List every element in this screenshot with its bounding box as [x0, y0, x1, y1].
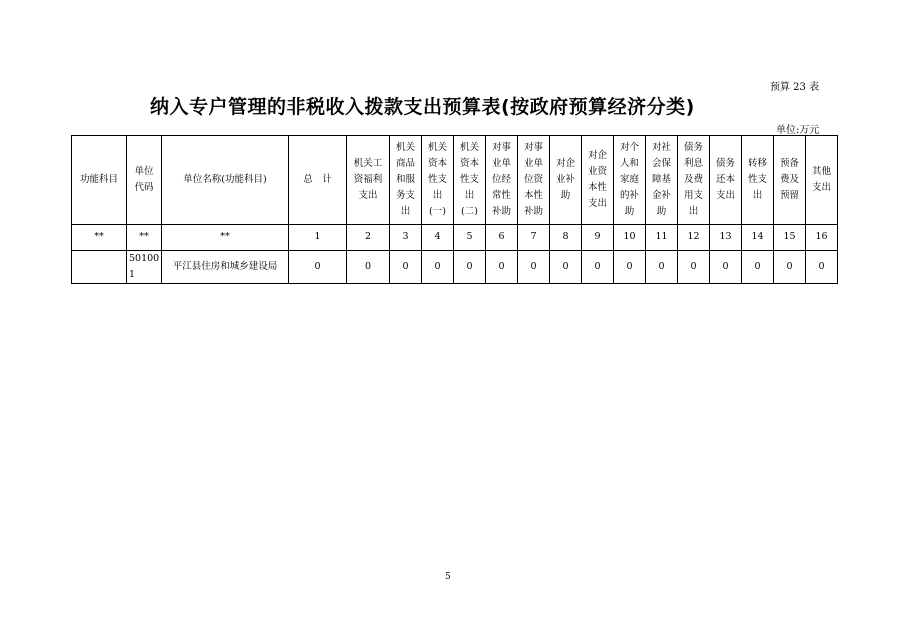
index-cell [550, 225, 582, 251]
table-cell-text: 0 [786, 261, 793, 273]
table-cell [390, 251, 422, 284]
column-header-text: 单位 代码 [134, 165, 154, 193]
column-header-text: 预备 费及 预留 [779, 157, 799, 202]
column-header-text: 对个 人和 家庭 的补 助 [619, 141, 639, 218]
column-header [710, 136, 742, 225]
unit-label: 单位:万元 [776, 125, 820, 136]
table-cell [72, 251, 127, 284]
column-header-text: 对社 会保 障基 金补 助 [651, 141, 671, 218]
column-header-text: 机关工 资福利 支出 [353, 157, 383, 202]
column-header-text: 机关 资本 性支 出 (一) [427, 141, 447, 218]
index-row [72, 225, 838, 251]
index-cell [742, 225, 774, 251]
index-cell-text: ** [94, 231, 104, 243]
index-cell [127, 225, 162, 251]
index-cell [518, 225, 550, 251]
column-header [390, 136, 422, 225]
column-header [806, 136, 838, 225]
index-cell-text: 3 [402, 231, 409, 243]
index-cell [486, 225, 518, 251]
index-cell [72, 225, 127, 251]
index-cell-text: 2 [364, 231, 372, 243]
column-header [774, 136, 806, 225]
table-cell [678, 251, 710, 284]
table-cell-text: 0 [818, 261, 825, 273]
table-cell [127, 251, 162, 284]
index-cell-text: 13 [719, 231, 732, 243]
index-cell-text: 9 [594, 231, 601, 243]
index-cell [454, 225, 486, 251]
table-cell-text: 0 [314, 261, 321, 273]
column-header-text: 债务 还本 支出 [715, 157, 735, 202]
table-cell [518, 251, 550, 284]
index-cell [289, 225, 347, 251]
column-header [347, 136, 390, 225]
table-cell-text: 0 [754, 261, 761, 273]
table-cell-text: 0 [364, 261, 372, 273]
index-cell [678, 225, 710, 251]
table-cell [347, 251, 390, 284]
index-cell-text: 7 [530, 231, 537, 243]
column-header [72, 136, 127, 225]
index-cell [347, 225, 390, 251]
table-cell-text: 50100 1 [129, 253, 160, 281]
table-cell-text: 0 [530, 261, 537, 273]
index-cell [774, 225, 806, 251]
column-header-text: 机关 资本 性支 出 (二) [459, 141, 479, 218]
column-header-text: 债务 利息 及费 用支 出 [683, 141, 703, 218]
header-row [72, 136, 838, 225]
table-cell-text: 0 [402, 261, 409, 273]
index-cell-text: 5 [466, 231, 473, 243]
table-cell [289, 251, 347, 284]
column-header [422, 136, 454, 225]
index-cell [806, 225, 838, 251]
page-number: 5 [445, 572, 451, 582]
index-cell-text: 1 [314, 231, 321, 243]
column-header [614, 136, 646, 225]
column-header-text: 其他 支出 [811, 165, 831, 193]
table-cell [774, 251, 806, 284]
index-cell [646, 225, 678, 251]
index-cell-text: 12 [687, 231, 700, 243]
table-cell [646, 251, 678, 284]
column-header-text: 对企 业资 本性 支出 [587, 149, 607, 210]
table-cell [582, 251, 614, 284]
table-cell-text: 0 [722, 261, 729, 273]
column-header-text: 总 计 [303, 173, 332, 185]
index-cell-text: 16 [815, 231, 828, 243]
index-cell-text: 14 [751, 231, 764, 243]
table-cell [710, 251, 742, 284]
column-header [486, 136, 518, 225]
column-header [162, 136, 289, 225]
column-header [550, 136, 582, 225]
column-header [518, 136, 550, 225]
column-header-text: 功能科目 [79, 173, 118, 185]
column-header-text: 对事 业单 位资 本性 补助 [523, 141, 543, 218]
table-cell [422, 251, 454, 284]
column-header-text: 对企 业补 助 [555, 157, 575, 202]
index-cell-text: 4 [434, 231, 441, 243]
table-cell [486, 251, 518, 284]
column-header-text: 转移 性支 出 [747, 157, 767, 202]
table-cell-text: 0 [562, 261, 569, 273]
index-cell-text: 8 [562, 231, 569, 243]
table-cell [162, 251, 289, 284]
column-header [127, 136, 162, 225]
table-cell [454, 251, 486, 284]
index-cell [710, 225, 742, 251]
page-title: 纳入专户管理的非税收入拨款支出预算表(按政府预算经济分类) [150, 96, 695, 118]
index-cell [422, 225, 454, 251]
table-cell-text: 0 [434, 261, 441, 273]
column-header-text: 单位名称(功能科目) [183, 173, 267, 185]
table-cell-text: 0 [658, 261, 665, 273]
table-cell-text: 0 [466, 261, 473, 273]
index-cell-text: ** [139, 231, 149, 243]
column-header [742, 136, 774, 225]
index-cell-text: 11 [655, 231, 668, 243]
index-cell-text: 6 [498, 231, 505, 243]
table-cell-text: 平江县住房和城乡建设局 [172, 261, 278, 273]
index-cell [390, 225, 422, 251]
table-cell [550, 251, 582, 284]
table-cell-text: 0 [690, 261, 697, 273]
index-cell [614, 225, 646, 251]
column-header-text: 对事 业单 位经 常性 补助 [491, 141, 511, 218]
table-cell-text: 0 [594, 261, 601, 273]
table-cell [806, 251, 838, 284]
index-cell-text: ** [220, 231, 230, 243]
index-cell [582, 225, 614, 251]
column-header [582, 136, 614, 225]
column-header [646, 136, 678, 225]
table-row [72, 251, 838, 284]
table-cell [614, 251, 646, 284]
budget-table [71, 135, 838, 284]
table-cell-text: 0 [498, 261, 505, 273]
column-header-text: 机关 商品 和服 务支 出 [395, 141, 415, 218]
table-code-label: 预算 23 表 [770, 82, 820, 93]
index-cell-text: 15 [783, 231, 796, 243]
index-cell [162, 225, 289, 251]
column-header [678, 136, 710, 225]
table-cell [742, 251, 774, 284]
table-cell-text: 0 [626, 261, 633, 273]
index-cell-text: 10 [623, 231, 636, 243]
column-header [289, 136, 347, 225]
column-header [454, 136, 486, 225]
